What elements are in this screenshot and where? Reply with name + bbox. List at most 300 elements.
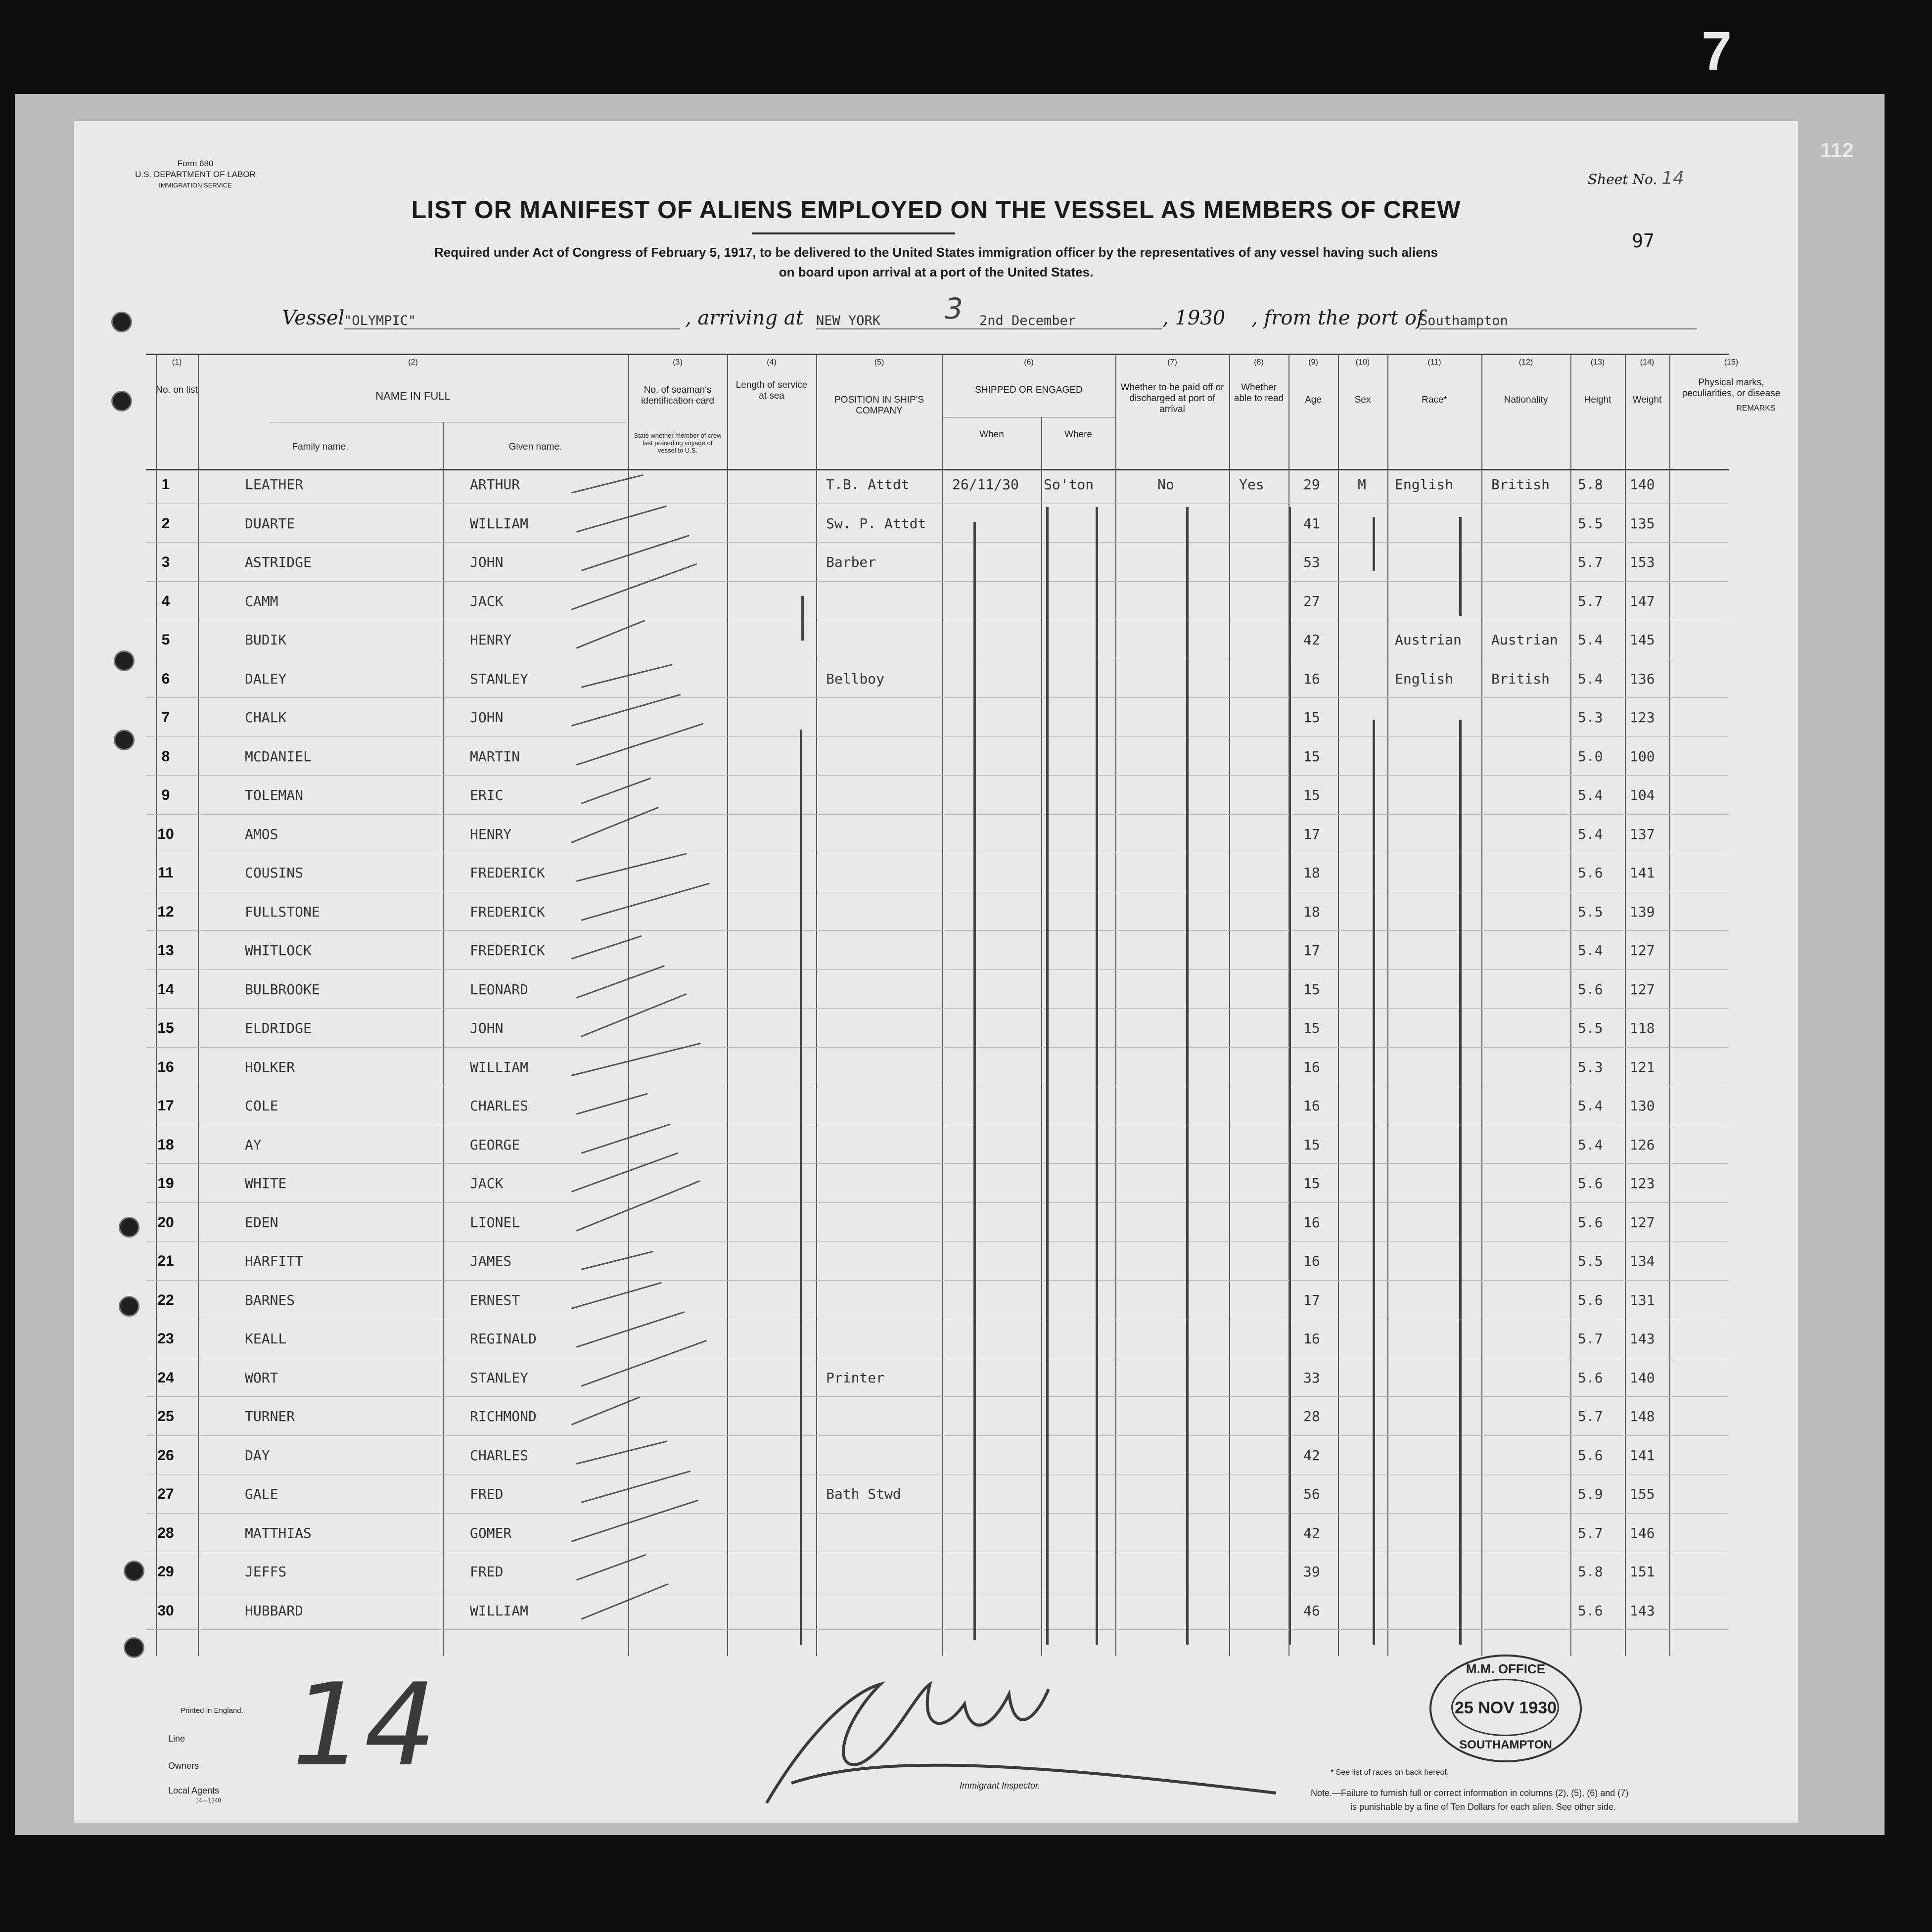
row-rule — [146, 1435, 1729, 1436]
fine-note-line-1: Note.—Failure to furnish full or correct information in columns (2), (5), (6) and (7) — [1311, 1788, 1629, 1798]
departure-port: Southampton — [1420, 313, 1697, 329]
row-age: 39 — [1303, 1564, 1320, 1580]
row-given-name: JOHN — [470, 554, 504, 570]
row-family-name: ASTRIDGE — [245, 554, 312, 570]
row-weight: 139 — [1630, 903, 1655, 920]
col-header-age: Age — [1305, 395, 1322, 405]
col-header-last-voyage: State whether member of crew last preceding voyage of vessel to U.S. — [634, 432, 722, 454]
row-row-number: 28 — [157, 1524, 174, 1541]
row-family-name: COLE — [245, 1098, 278, 1114]
row-rule — [146, 1008, 1729, 1009]
row-height: 5.6 — [1578, 1214, 1603, 1231]
row-rule — [146, 1241, 1729, 1242]
row-rule — [146, 736, 1729, 737]
row-row-number: 24 — [157, 1369, 174, 1386]
row-weight: 155 — [1630, 1486, 1655, 1502]
row-weight: 143 — [1630, 1602, 1655, 1619]
row-row-number: 20 — [157, 1214, 174, 1231]
row-family-name: EDEN — [245, 1214, 278, 1231]
col-header-family-name: Family name. — [292, 442, 349, 452]
col-header-where: Where — [1064, 429, 1092, 440]
row-given-name: ARTHUR — [470, 476, 520, 493]
col-header-read: Whether able to read — [1234, 382, 1284, 404]
col-15-number: (15) — [1724, 358, 1739, 367]
row-age: 17 — [1303, 942, 1320, 959]
row-family-name: AY — [245, 1136, 262, 1153]
row-height: 5.7 — [1578, 1524, 1603, 1541]
check-mark — [581, 535, 690, 571]
row-family-name: WORT — [245, 1369, 278, 1386]
page-number: 97 — [1632, 230, 1655, 252]
row-family-name: MCDANIEL — [245, 748, 312, 765]
row-row-number: 12 — [157, 903, 174, 920]
check-mark — [576, 1554, 646, 1581]
check-mark — [581, 1471, 691, 1503]
row-weight: 123 — [1630, 709, 1655, 726]
row-weight: 153 — [1630, 554, 1655, 570]
row-height: 5.6 — [1578, 1291, 1603, 1308]
row-height: 5.6 — [1578, 865, 1603, 881]
row-row-number: 8 — [161, 748, 170, 765]
col-5-number: (5) — [874, 358, 884, 367]
row-row-number: 16 — [157, 1058, 174, 1075]
check-mark — [571, 1282, 662, 1309]
ditto-mark — [1186, 507, 1189, 1645]
row-given-name: JACK — [470, 1175, 504, 1192]
arrival-date: 2nd December — [979, 313, 1162, 329]
col-header-shipped: SHIPPED OR ENGAGED — [975, 385, 1083, 395]
row-age: 29 — [1303, 476, 1320, 493]
arriving-label: , arriving at — [685, 307, 804, 329]
row-able-to-read: Yes — [1239, 476, 1264, 493]
row-family-name: WHITE — [245, 1175, 287, 1192]
row-rule — [146, 1513, 1729, 1514]
row-rule — [146, 1047, 1729, 1048]
row-age: 15 — [1303, 709, 1320, 726]
row-given-name: HENRY — [470, 826, 512, 842]
col-8-number: (8) — [1254, 358, 1264, 367]
row-row-number: 11 — [158, 865, 174, 881]
row-age: 15 — [1303, 1175, 1320, 1192]
row-given-name: WILLIAM — [470, 515, 529, 532]
row-given-name: CHARLES — [470, 1447, 529, 1464]
row-position: Sw. P. Attdt — [826, 515, 926, 532]
ditto-mark — [1289, 507, 1291, 1645]
row-height: 5.7 — [1578, 1331, 1603, 1347]
check-mark — [571, 1152, 678, 1192]
check-mark — [571, 1499, 699, 1542]
row-family-name: CAMM — [245, 593, 278, 609]
form-number: Form 680 — [177, 159, 214, 168]
row-age: 17 — [1303, 1291, 1320, 1308]
row-height: 5.8 — [1578, 476, 1603, 493]
row-row-number: 9 — [161, 787, 170, 803]
col-header-seaman-id: No. of seaman's identification card — [641, 385, 714, 406]
row-row-number: 23 — [157, 1331, 174, 1347]
row-given-name: WILLIAM — [470, 1058, 529, 1075]
row-given-name: JAMES — [470, 1253, 512, 1269]
ditto-mark — [1459, 517, 1462, 616]
row-weight: 137 — [1630, 826, 1655, 842]
row-height: 5.4 — [1578, 942, 1603, 959]
document-title: LIST OR MANIFEST OF ALIENS EMPLOYED ON THE VESSEL AS MEMBERS OF CREW — [411, 196, 1461, 224]
ditto-mark — [1459, 720, 1462, 1645]
col-7-number: (7) — [1167, 358, 1177, 367]
row-height: 5.4 — [1578, 787, 1603, 803]
row-rule — [146, 581, 1729, 582]
col-header-paid-off: Whether to be paid off or discharged at port of arrival — [1120, 382, 1224, 414]
row-height: 5.5 — [1578, 1253, 1603, 1269]
row-family-name: COUSINS — [245, 865, 304, 881]
row-race: English — [1395, 670, 1454, 687]
manifest-sheet — [74, 121, 1798, 1823]
row-row-number: 15 — [157, 1020, 174, 1036]
row-height: 5.6 — [1578, 1175, 1603, 1192]
form-header — [134, 158, 257, 191]
row-height: 5.4 — [1578, 826, 1603, 842]
row-height: 5.6 — [1578, 1369, 1603, 1386]
row-rule — [146, 1163, 1729, 1164]
vessel-label: Vessel — [282, 307, 345, 329]
row-weight: 147 — [1630, 593, 1655, 609]
row-family-name: LEATHER — [245, 476, 304, 493]
row-weight: 141 — [1630, 1447, 1655, 1464]
row-age: 15 — [1303, 748, 1320, 765]
check-mark — [581, 1583, 668, 1619]
row-height: 5.6 — [1578, 1602, 1603, 1619]
row-age: 16 — [1303, 1058, 1320, 1075]
row-given-name: FREDERICK — [470, 865, 545, 881]
row-age: 56 — [1303, 1486, 1320, 1502]
handwritten-sheet-count: 14 — [292, 1659, 437, 1792]
corner-sheet-mark: 7 — [1702, 21, 1732, 82]
row-rule — [146, 542, 1729, 543]
row-given-name: LIONEL — [470, 1214, 520, 1231]
row-row-number: 29 — [157, 1564, 174, 1580]
row-family-name: AMOS — [245, 826, 278, 842]
col-9-number: (9) — [1308, 358, 1318, 367]
row-family-name: BULBROOKE — [245, 981, 320, 998]
row-weight: 118 — [1630, 1020, 1655, 1036]
row-weight: 123 — [1630, 1175, 1655, 1192]
row-given-name: FRED — [470, 1564, 504, 1580]
row-given-name: FRED — [470, 1486, 504, 1502]
row-age: 15 — [1303, 981, 1320, 998]
col-6-number: (6) — [1024, 358, 1034, 367]
check-mark — [581, 1123, 671, 1154]
row-row-number: 30 — [157, 1602, 174, 1619]
row-rule — [146, 697, 1729, 698]
row-family-name: HOLKER — [245, 1058, 295, 1075]
ditto-mark — [1046, 507, 1049, 1645]
row-weight: 121 — [1630, 1058, 1655, 1075]
row-rule — [146, 1202, 1729, 1203]
sheet-number — [1588, 168, 1684, 188]
owners-label: Owners — [168, 1761, 199, 1771]
row-given-name: RICHMOND — [470, 1408, 537, 1425]
row-position: T.B. Attdt — [826, 476, 910, 493]
from-port-label: , from the port of — [1251, 307, 1424, 329]
row-row-number: 18 — [157, 1136, 174, 1153]
row-height: 5.3 — [1578, 709, 1603, 726]
check-mark — [571, 806, 658, 843]
ditto-mark — [973, 522, 976, 1640]
row-given-name: ERIC — [470, 787, 504, 803]
row-height: 5.6 — [1578, 981, 1603, 998]
row-given-name: CHARLES — [470, 1098, 529, 1114]
row-weight: 127 — [1630, 1214, 1655, 1231]
row-row-number: 21 — [157, 1253, 174, 1269]
row-height: 5.0 — [1578, 748, 1603, 765]
col-14-number: (14) — [1640, 358, 1655, 367]
row-family-name: WHITLOCK — [245, 942, 312, 959]
row-row-number: 26 — [157, 1447, 174, 1464]
binder-hole — [111, 391, 132, 412]
line-label: Line — [168, 1734, 185, 1744]
check-mark — [581, 1339, 707, 1386]
row-given-name: STANLEY — [470, 1369, 529, 1386]
row-height: 5.5 — [1578, 903, 1603, 920]
row-family-name: BARNES — [245, 1291, 295, 1308]
crew-rows — [146, 467, 1729, 1655]
col-header-given-name: Given name. — [508, 442, 562, 452]
row-rule — [146, 930, 1729, 931]
row-row-number: 17 — [157, 1098, 174, 1114]
row-row-number: 4 — [161, 593, 170, 609]
binder-hole — [124, 1561, 144, 1581]
row-age: 42 — [1303, 632, 1320, 648]
binder-hole — [111, 312, 132, 332]
row-rule — [146, 1396, 1729, 1397]
row-age: 18 — [1303, 865, 1320, 881]
row-rule — [146, 775, 1729, 776]
row-weight: 131 — [1630, 1291, 1655, 1308]
col-4-number: (4) — [767, 358, 777, 367]
row-weight: 148 — [1630, 1408, 1655, 1425]
row-row-number: 10 — [157, 826, 174, 842]
row-given-name: LEONARD — [470, 981, 529, 998]
row-family-name: FULLSTONE — [245, 903, 320, 920]
col-header-weight: Weight — [1632, 395, 1662, 405]
check-mark — [571, 474, 644, 494]
row-height: 5.4 — [1578, 632, 1603, 648]
row-rule — [146, 1280, 1729, 1281]
row-age: 46 — [1303, 1602, 1320, 1619]
col-header-service-length: Length of service at sea — [736, 380, 808, 401]
row-family-name: DALEY — [245, 670, 287, 687]
row-height: 5.9 — [1578, 1486, 1603, 1502]
row-family-name: ELDRIDGE — [245, 1020, 312, 1036]
check-mark — [581, 993, 687, 1037]
row-age: 53 — [1303, 554, 1320, 570]
row-race: Austrian — [1395, 632, 1462, 648]
binder-hole — [114, 730, 135, 750]
row-given-name: GOMER — [470, 1524, 512, 1541]
row-given-name: JACK — [470, 593, 504, 609]
row-weight: 145 — [1630, 632, 1655, 648]
row-height: 5.4 — [1578, 670, 1603, 687]
row-paid-off: No — [1157, 476, 1174, 493]
row-height: 5.8 — [1578, 1564, 1603, 1580]
row-family-name: TURNER — [245, 1408, 295, 1425]
row-weight: 151 — [1630, 1564, 1655, 1580]
binder-hole — [119, 1296, 139, 1317]
check-mark — [576, 1093, 648, 1115]
row-family-name: MATTHIAS — [245, 1524, 312, 1541]
row-height: 5.7 — [1578, 554, 1603, 570]
arrival-port: NEW YORK — [816, 313, 979, 329]
row-given-name: HENRY — [470, 632, 512, 648]
check-mark — [571, 1396, 640, 1426]
form-code: 14—1240 — [195, 1797, 222, 1804]
row-given-name: STANLEY — [470, 670, 529, 687]
row-family-name: DAY — [245, 1447, 270, 1464]
row-shipped-when: 26/11/30 — [952, 476, 1019, 493]
row-given-name: FREDERICK — [470, 903, 545, 920]
row-weight: 141 — [1630, 865, 1655, 881]
check-mark — [571, 935, 643, 960]
col-header-height: Height — [1584, 395, 1611, 405]
row-weight: 140 — [1630, 476, 1655, 493]
row-nationality: Austrian — [1491, 632, 1558, 648]
ditto-mark — [1373, 720, 1375, 1645]
row-given-name: REGINALD — [470, 1331, 537, 1347]
row-age: 41 — [1303, 515, 1320, 532]
col-10-number: (10) — [1355, 358, 1370, 367]
row-weight: 143 — [1630, 1331, 1655, 1347]
row-position: Bellboy — [826, 670, 885, 687]
row-weight: 135 — [1630, 515, 1655, 532]
arrival-year: , 1930 — [1162, 307, 1226, 329]
row-age: 42 — [1303, 1524, 1320, 1541]
row-position: Barber — [826, 554, 876, 570]
row-height: 5.4 — [1578, 1136, 1603, 1153]
binder-hole — [124, 1637, 144, 1658]
row-race: English — [1395, 476, 1454, 493]
mm-office-stamp — [1429, 1655, 1582, 1762]
ditto-mark — [1373, 517, 1375, 571]
row-age: 28 — [1303, 1408, 1320, 1425]
row-height: 5.4 — [1578, 1098, 1603, 1114]
department: U.S. DEPARTMENT OF LABOR — [135, 170, 256, 179]
col-2-number: (2) — [408, 358, 418, 367]
row-given-name: FREDERICK — [470, 942, 545, 959]
col-header-physical-marks: Physical marks, peculiarities, or disease — [1682, 377, 1781, 399]
stamp-office: M.M. OFFICE — [1466, 1661, 1546, 1676]
row-age: 16 — [1303, 1098, 1320, 1114]
row-row-number: 7 — [161, 709, 170, 726]
col-header-race: Race* — [1422, 395, 1447, 405]
check-mark — [576, 505, 667, 532]
ditto-mark — [801, 596, 804, 641]
sheet-number-value: 14 — [1661, 168, 1684, 188]
row-rule — [146, 1629, 1729, 1630]
row-row-number: 1 — [161, 476, 170, 493]
col-header-name: NAME IN FULL — [375, 390, 451, 402]
col-header-remarks: REMARKS — [1736, 404, 1776, 413]
ditto-mark — [800, 730, 802, 1645]
check-mark — [576, 1180, 700, 1231]
row-position: Printer — [826, 1369, 885, 1386]
check-mark — [576, 620, 645, 649]
row-age: 16 — [1303, 670, 1320, 687]
row-weight: 127 — [1630, 942, 1655, 959]
row-row-number: 27 — [157, 1486, 174, 1502]
row-row-number: 5 — [161, 632, 170, 648]
row-position: Bath Stwd — [826, 1486, 901, 1502]
row-shipped-where: So'ton — [1044, 476, 1094, 493]
subtitle-line-2: on board upon arrival at a port of the United States. — [779, 265, 1094, 279]
row-family-name: CHALK — [245, 709, 287, 726]
row-weight: 104 — [1630, 787, 1655, 803]
row-age: 15 — [1303, 1020, 1320, 1036]
row-weight: 146 — [1630, 1524, 1655, 1541]
row-height: 5.5 — [1578, 1020, 1603, 1036]
row-weight: 134 — [1630, 1253, 1655, 1269]
binder-hole — [119, 1217, 139, 1238]
row-height: 5.5 — [1578, 515, 1603, 532]
binder-hole — [114, 650, 135, 671]
col-1-number: (1) — [172, 358, 182, 367]
row-family-name: HUBBARD — [245, 1602, 304, 1619]
arrival-day-handwritten: 3 — [945, 292, 963, 325]
row-nationality: British — [1491, 476, 1550, 493]
row-given-name: GEORGE — [470, 1136, 520, 1153]
row-age: 15 — [1303, 787, 1320, 803]
row-age: 18 — [1303, 903, 1320, 920]
races-note: * See list of races on back hereof. — [1331, 1768, 1449, 1777]
col-3-number: (3) — [673, 358, 683, 367]
row-row-number: 22 — [157, 1291, 174, 1308]
inspector-signature — [732, 1664, 1326, 1823]
col-11-number: (11) — [1427, 358, 1441, 367]
row-weight: 136 — [1630, 670, 1655, 687]
subtitle — [74, 242, 1798, 282]
row-given-name: WILLIAM — [470, 1602, 529, 1619]
check-mark — [576, 723, 704, 765]
sheet-label: Sheet No. — [1588, 171, 1657, 187]
row-age: 16 — [1303, 1214, 1320, 1231]
col-header-nationality: Nationality — [1504, 395, 1548, 405]
check-mark — [581, 1251, 653, 1270]
service: IMMIGRATION SERVICE — [159, 182, 232, 189]
corner-page-number: 112 — [1820, 138, 1854, 162]
row-rule — [146, 814, 1729, 815]
col-header-sex: Sex — [1354, 395, 1371, 405]
col-header-when: When — [979, 429, 1004, 440]
row-given-name: JOHN — [470, 709, 504, 726]
col-header-position: POSITION IN SHIP'S COMPANY — [834, 395, 924, 416]
row-row-number: 13 — [157, 942, 174, 959]
check-mark — [576, 965, 665, 999]
col-12-number: (12) — [1518, 358, 1533, 367]
row-weight: 130 — [1630, 1098, 1655, 1114]
row-weight: 100 — [1630, 748, 1655, 765]
row-row-number: 19 — [157, 1175, 174, 1192]
stamp-date: 25 NOV 1930 — [1454, 1699, 1557, 1717]
row-family-name: BUDIK — [245, 632, 287, 648]
row-given-name: JOHN — [470, 1020, 504, 1036]
col-13-number: (13) — [1590, 358, 1605, 367]
row-family-name: KEALL — [245, 1331, 287, 1347]
check-mark — [581, 664, 673, 688]
check-mark — [581, 882, 710, 920]
row-height: 5.7 — [1578, 1408, 1603, 1425]
row-family-name: DUARTE — [245, 515, 295, 532]
check-mark — [581, 778, 651, 804]
row-rule — [146, 969, 1729, 970]
immigrant-inspector-label: Immigrant Inspector. — [960, 1781, 1041, 1791]
